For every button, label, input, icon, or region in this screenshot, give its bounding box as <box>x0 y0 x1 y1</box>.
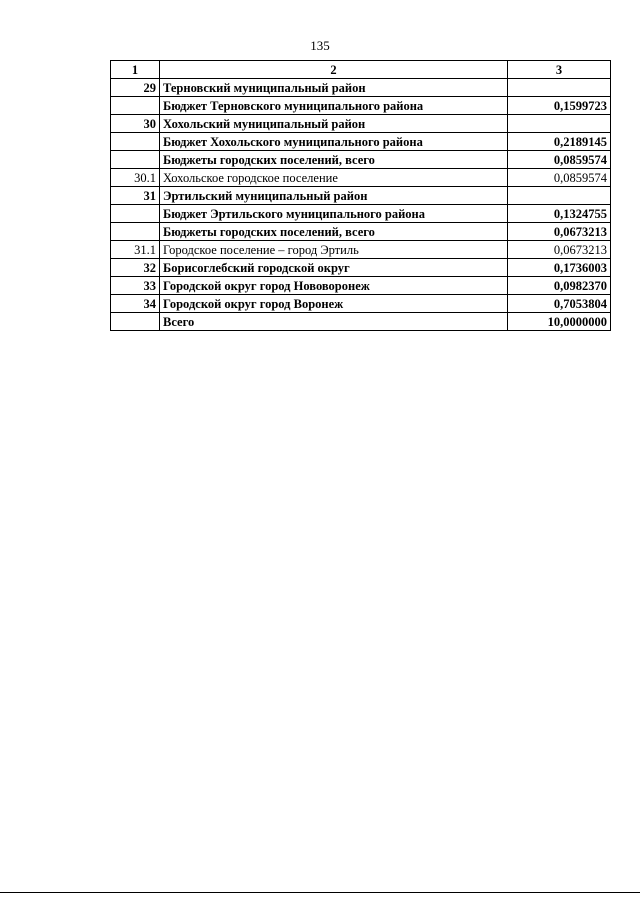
row-name-cell: Городской округ город Нововоронеж <box>160 277 508 295</box>
row-name-cell: Бюджеты городских поселений, всего <box>160 223 508 241</box>
column-header-name: 2 <box>160 61 508 79</box>
row-value-cell: 0,0673213 <box>508 223 611 241</box>
budget-distribution-table <box>110 60 611 331</box>
row-name-cell: Бюджет Терновского муниципального района <box>160 97 508 115</box>
row-value-cell: 0,0982370 <box>508 277 611 295</box>
row-value-cell <box>508 187 611 205</box>
table-row <box>111 295 611 313</box>
row-name-cell: Хохольское городское поселение <box>160 169 508 187</box>
row-number-cell: 34 <box>111 295 160 313</box>
table-body <box>111 79 611 331</box>
row-number-cell: 30 <box>111 115 160 133</box>
row-name-cell: Городской округ город Воронеж <box>160 295 508 313</box>
row-value-cell: 0,2189145 <box>508 133 611 151</box>
row-value-cell: 0,7053804 <box>508 295 611 313</box>
row-number-cell <box>111 205 160 223</box>
table-header <box>111 61 611 79</box>
table-row <box>111 133 611 151</box>
row-value-cell: 0,1324755 <box>508 205 611 223</box>
table-row <box>111 187 611 205</box>
row-number-cell: 30.1 <box>111 169 160 187</box>
row-number-cell: 31.1 <box>111 241 160 259</box>
row-value-cell <box>508 79 611 97</box>
row-name-cell: Бюджет Эртильского муниципального района <box>160 205 508 223</box>
row-number-cell: 33 <box>111 277 160 295</box>
row-number-cell: 31 <box>111 187 160 205</box>
table-row <box>111 169 611 187</box>
column-header-number: 1 <box>111 61 160 79</box>
column-header-value: 3 <box>508 61 611 79</box>
row-number-cell <box>111 223 160 241</box>
row-value-cell: 0,0859574 <box>508 169 611 187</box>
table-row <box>111 241 611 259</box>
table-row <box>111 151 611 169</box>
table-row <box>111 313 611 331</box>
page-number: 135 <box>310 38 330 53</box>
table-row <box>111 115 611 133</box>
table-row <box>111 259 611 277</box>
row-name-cell: Эртильский муниципальный район <box>160 187 508 205</box>
row-value-cell: 10,0000000 <box>508 313 611 331</box>
row-value-cell <box>508 115 611 133</box>
row-name-cell: Бюджеты городских поселений, всего <box>160 151 508 169</box>
row-value-cell: 0,0859574 <box>508 151 611 169</box>
row-value-cell: 0,1736003 <box>508 259 611 277</box>
row-name-cell: Терновский муниципальный район <box>160 79 508 97</box>
row-number-cell <box>111 313 160 331</box>
table-row <box>111 223 611 241</box>
row-value-cell: 0,1599723 <box>508 97 611 115</box>
row-number-cell: 29 <box>111 79 160 97</box>
row-value-cell: 0,0673213 <box>508 241 611 259</box>
table-row <box>111 79 611 97</box>
row-name-cell: Всего <box>160 313 508 331</box>
table-row <box>111 277 611 295</box>
row-name-cell: Бюджет Хохольского муниципального района <box>160 133 508 151</box>
bottom-divider <box>0 892 640 893</box>
row-number-cell: 32 <box>111 259 160 277</box>
row-number-cell <box>111 151 160 169</box>
table-row <box>111 97 611 115</box>
row-name-cell: Хохольский муниципальный район <box>160 115 508 133</box>
header-row <box>111 61 611 79</box>
row-name-cell: Городское поселение – город Эртиль <box>160 241 508 259</box>
row-number-cell <box>111 97 160 115</box>
row-number-cell <box>111 133 160 151</box>
row-name-cell: Борисоглебский городской округ <box>160 259 508 277</box>
table-row <box>111 205 611 223</box>
